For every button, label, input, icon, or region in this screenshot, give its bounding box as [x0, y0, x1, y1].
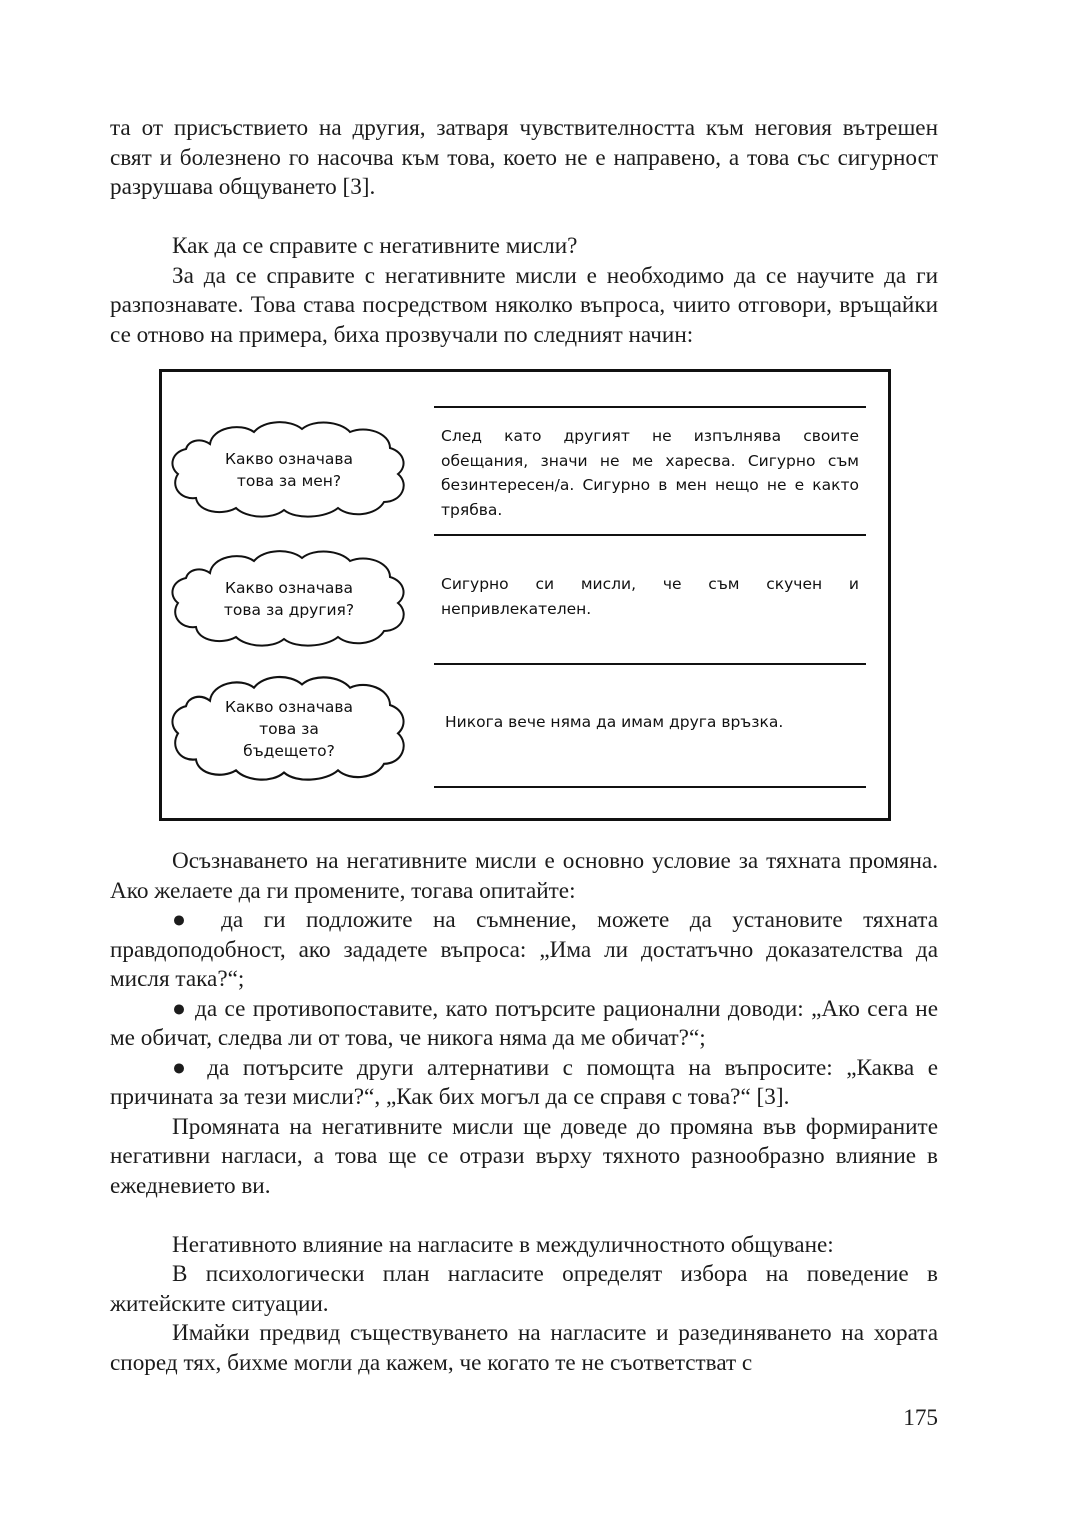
question-text: Какво означава това за другия?	[223, 579, 355, 619]
paragraph: Промяната на негативните мисли ще доведе до промяна във формираните негативни нагласи, а това ще се отрази върху тяхното разнообразно влияние в ежедневието ви.	[110, 1113, 938, 1199]
paragraph: Имайки предвид съществуването на нагласите и разединяването на хората според тях, бихме могли да кажем, че когато те не съответстват с	[110, 1320, 938, 1376]
paragraph-gap	[110, 1201, 938, 1231]
answer-text: Сигурно си мисли, че съм скучен и непривлекателен.	[441, 575, 859, 618]
figure-rule	[434, 786, 866, 788]
question-text: Какво означава това за мен?	[224, 450, 354, 490]
answer-text: След като другият не изпълнява своите обещания, значи не ме харесва. Сигурно съм безинтересен/а. Сигурно в мен нещо не е както трябва.	[441, 427, 859, 519]
paragraph-intro: За да се справите с негативните мисли е необходимо да се научите да ги разпознавате. Това става посредством няколко въпроса, чиито отговори, връщайки се отново на примера, биха прозвучали по следният начин:	[110, 262, 938, 348]
paragraph: В психологически план нагласите определят избора на поведение в житейските ситуации.	[110, 1261, 938, 1317]
answer-text: Никога вече няма да имам друга връзка.	[445, 713, 784, 731]
question-cloud	[168, 553, 410, 645]
paragraph-gap	[110, 203, 938, 233]
bullet-item: ● да ги подложите на съмнение, можете да установите тяхната правдоподобност, ако зададете въпроса: „Има ли достатъчно доказателства да мисля така?“;	[110, 907, 938, 992]
page-number: 175	[903, 1405, 938, 1431]
figure-rule	[434, 663, 866, 665]
top-text-block	[110, 114, 938, 350]
figure-rule	[434, 406, 866, 408]
question-text: Какво означава това за бъдещето?	[224, 698, 354, 760]
question-cloud	[168, 424, 410, 516]
paragraph: Осъзнаването на негативните мисли е основно условие за тяхната промяна. Ако желаете да ги промените, тогава опитайте:	[110, 848, 938, 904]
bullet-item: ● да потърсите други алтернативи с помощта на въпросите: „Каква е причината за тези мисли?“, „Как бих могъл да се справя с това?“ [3].	[110, 1054, 938, 1110]
bullet-item: ● да се противопоставите, като потърсите рационални доводи: „Ако сега не ме обичат, следва ли от това, че никога няма да ме обичат?“;	[110, 995, 938, 1051]
section-heading: Негативното влияние на нагласите в междуличностното общуване:	[172, 1231, 834, 1258]
paragraph-continued: та от присъствието на другия, затваря чувствителността към неговия вътрешен свят и болезнено го насочва към това, което не е направено, а това със сигурност разрушава общуването [3].	[110, 115, 938, 200]
figure-rule	[434, 534, 866, 536]
bottom-text-block	[110, 847, 938, 1378]
question-cloud	[168, 679, 410, 779]
thoughts-figure	[159, 369, 891, 821]
section-question: Как да се справите с негативните мисли?	[172, 233, 578, 259]
